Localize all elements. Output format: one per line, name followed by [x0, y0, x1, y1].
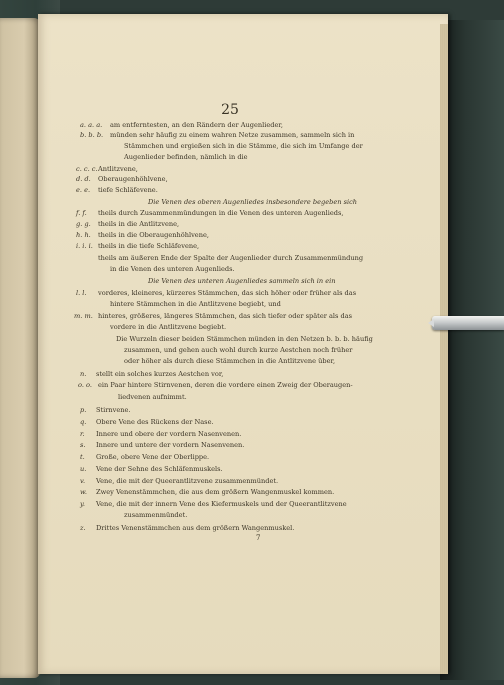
- entry-text: vorderes, kleineres, kürzeres Stämmchen, das sich höher oder früher als das: [98, 289, 357, 297]
- entry-text: in die Venen des unteren Augenlieds.: [110, 265, 235, 273]
- entry-text: Innere und untere der vordern Nasenvenen.: [96, 441, 245, 449]
- entry-label: e. e.: [76, 186, 91, 194]
- entry-text: theils in die Antlitzvene,: [98, 220, 180, 228]
- entry-label: v.: [80, 477, 86, 485]
- entry-text: ein Paar hintere Stirnvenen, deren die vordere einen Zweig der Oberaugen-: [98, 381, 353, 389]
- page-stack-edge: [440, 24, 448, 674]
- entry-text: hinteres, größeres, längeres Stämmchen, das sich tiefer oder später als das: [98, 312, 353, 320]
- entry-label: c. c. c.: [76, 165, 98, 173]
- entry-text: Zwey Venenstämmchen, die aus dem größern Wangenmuskel kommen.: [96, 488, 335, 496]
- entry-text: zusammenmündet.: [124, 511, 188, 519]
- entry-label: i. i. i.: [76, 242, 93, 250]
- entry-text: tiefe Schläfevene.: [98, 186, 158, 194]
- entry-label: l. l.: [76, 289, 87, 297]
- entry-label: p.: [80, 406, 87, 414]
- entry-label: s.: [80, 441, 86, 449]
- entry-text: hintere Stämmchen in die Antlitzvene begiebt, und: [110, 300, 281, 308]
- entry-text: liedvenen aufnimmt.: [118, 393, 187, 401]
- entry-label: d. d.: [76, 175, 91, 183]
- entry-label: b. b. b.: [80, 131, 104, 139]
- entry-text: Große, obere Vene der Oberlippe.: [96, 453, 210, 461]
- entry-label: y.: [80, 500, 85, 508]
- entry-label: q.: [80, 418, 87, 426]
- entry-label: o. o.: [78, 381, 92, 389]
- entry-text: Drittes Venenstämmchen aus dem größern Wangenmuskel.: [96, 524, 295, 532]
- entry-text: theils am äußeren Ende der Spalte der Augenlieder durch Zusammenmündung: [98, 254, 364, 262]
- entry-text: theils durch Zusammenmündungen in die Venen des unteren Augenlieds,: [98, 209, 344, 217]
- book-page: [38, 14, 448, 674]
- entry-text: Die Venen des unteren Augenliedes sammeln sich in ein: [148, 277, 336, 285]
- entry-label: n.: [80, 370, 87, 378]
- entry-label: z.: [80, 524, 86, 532]
- entry-text: am entferntesten, an den Rändern der Augenlieder,: [110, 121, 283, 129]
- pen-object: [432, 316, 504, 330]
- page-number: 25: [221, 102, 239, 118]
- entry-text: oder höher als durch diese Stämmchen in die Antlitzvene über,: [124, 357, 336, 365]
- entry-label: w.: [80, 488, 87, 496]
- entry-text: vordere in die Antlitzvene begiebt.: [110, 323, 227, 331]
- signature-mark: 7: [256, 534, 261, 542]
- pen-tip: [428, 319, 434, 327]
- entry-label: h. h.: [76, 231, 91, 239]
- entry-text: Vene, die mit der Queerantlitzvene zusammenmündet.: [96, 477, 279, 485]
- entry-label: r.: [80, 430, 85, 438]
- entry-text: zusammen, und gehen auch wohl durch kurze Aestchen noch früher: [124, 346, 353, 354]
- entry-label: t.: [80, 453, 85, 461]
- entry-text: Augenlieder befinden, nämlich in die: [124, 153, 248, 161]
- entry-text: Vene, die mit der innern Vene des Kiefermuskels und der Queerantlitzvene: [96, 500, 347, 508]
- book-cover-right: [440, 20, 504, 680]
- entry-text: theils in die tiefe Schläfevene,: [98, 242, 200, 250]
- entry-text: Innere und obere der vordern Nasenvenen.: [96, 430, 242, 438]
- entry-text: stellt ein solches kurzes Aestchen vor,: [96, 370, 224, 378]
- entry-text: Obere Vene des Rückens der Nase.: [96, 418, 214, 426]
- entry-text: theils in die Oberaugenhöhlvene,: [98, 231, 209, 239]
- left-page-edge: [0, 18, 40, 678]
- entry-label: f. f.: [76, 209, 87, 217]
- entry-label: g. g.: [76, 220, 91, 228]
- entry-text: münden sehr häufig zu einem wahren Netze zusammen, sammeln sich in: [110, 131, 355, 139]
- entry-label: m. m.: [74, 312, 93, 320]
- entry-label: a. a. a.: [80, 121, 103, 129]
- entry-text: Stämmchen und ergießen sich in die Stämme, die sich im Umfange der: [124, 142, 363, 150]
- entry-text: Vene der Sehne des Schläfenmuskels.: [96, 465, 223, 473]
- entry-text: Stirnvene.: [96, 406, 131, 414]
- entry-text: Antlitzvene,: [98, 165, 138, 173]
- entry-label: u.: [80, 465, 87, 473]
- entry-text: Die Wurzeln dieser beiden Stämmchen münden in den Netzen b. b. b. häufig: [116, 335, 373, 343]
- entry-text: Die Venen des oberen Augenliedes insbesondere begeben sich: [148, 198, 358, 206]
- entry-text: Oberaugenhöhlvene,: [98, 175, 168, 183]
